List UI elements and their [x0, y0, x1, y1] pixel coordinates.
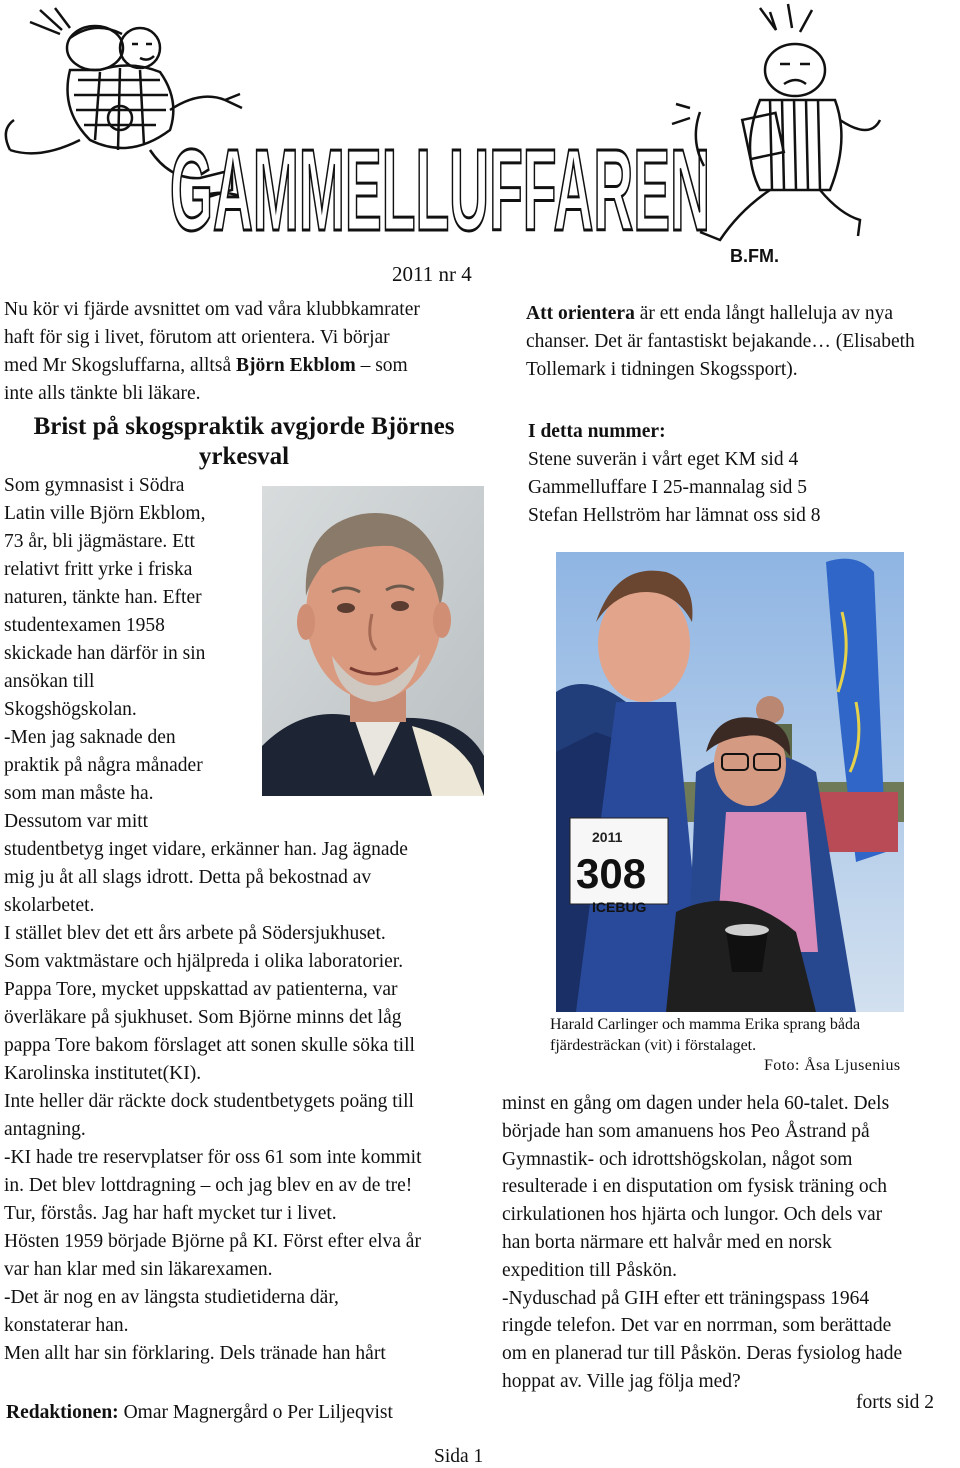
- article-line: naturen, tänkte han. Efter: [4, 587, 202, 608]
- article-line: expedition till Påskön.: [502, 1259, 677, 1281]
- race-photo: [556, 552, 904, 1012]
- article-line: in. Det blev lottdragning – och jag blev en av de tre!: [4, 1175, 413, 1196]
- article-line: Men allt har sin förklaring. Dels tränade han hårt: [4, 1343, 386, 1364]
- masthead-illustration: [0, 0, 960, 262]
- article-line: Inte heller där räckte dock studentbetygets poäng till: [4, 1091, 414, 1112]
- artist-signature: B.FM.: [730, 246, 779, 262]
- toc-item: Stene suverän i vårt eget KM sid 4: [528, 449, 799, 470]
- article-line: Karolinska institutet(KI).: [4, 1063, 202, 1084]
- article-line: var han klar med sin läkarexamen.: [4, 1259, 273, 1280]
- article-line: studentexamen 1958: [4, 615, 165, 636]
- page-number: Sida 1: [434, 1446, 484, 1467]
- masthead-title: GAMMELLUFFAREN: [170, 125, 710, 255]
- article-line: Som gymnasist i Södra: [4, 475, 185, 496]
- bib-sponsor: ICEBUG: [592, 899, 647, 915]
- article-line: cirkulationen hos hjärta och lungor. Och dels var: [502, 1204, 883, 1226]
- editors-line: [6, 1402, 393, 1424]
- article-line: -Nyduschad på GIH efter ett träningspass 1964: [502, 1287, 870, 1309]
- article-line: mig ju åt all slags idrott. Detta på bekostnad av: [4, 867, 372, 888]
- article-line: han borta närmare ett halvår med en norsk: [502, 1231, 832, 1253]
- article-line: I stället blev det ett års arbete på Södersjukhuset.: [4, 923, 386, 944]
- article-line: -Det är nog en av längsta studietiderna där,: [4, 1287, 339, 1308]
- photo-caption: Harald Carlinger och mamma Erika sprang båda fjärdesträckan (vit) i förstalaget.: [550, 1016, 861, 1054]
- article-line: Som vaktmästare och hjälpreda i olika laboratorier.: [4, 951, 404, 972]
- article-line: minst en gång om dagen under hela 60-talet. Dels: [502, 1093, 890, 1114]
- article-line: skickade han därför in sin: [4, 643, 206, 664]
- issue-number: 2011 nr 4: [392, 262, 472, 286]
- right-column: [502, 1090, 958, 1396]
- intro-line: Nu kör vi fjärde avsnittet om vad våra klubbkamrater: [4, 299, 420, 320]
- article-line: relativt fritt yrke i friska: [4, 559, 193, 580]
- article-line: började han som amanuens hos Peo Åstrand på: [502, 1120, 870, 1142]
- article-line: Skogshögskolan.: [4, 699, 137, 720]
- article-line: Hösten 1959 började Björne på KI. Först efter elva år: [4, 1231, 421, 1252]
- article-line: Pappa Tore, mycket uppskattad av patienterna, var: [4, 979, 398, 1000]
- article-headline: Brist på skogspraktik avgjorde Björnes yrkesval: [33, 413, 455, 470]
- quote-lead: Att orientera: [526, 303, 635, 324]
- article-line: överläkare på sjukhuset. Som Björne minns det låg: [4, 1007, 402, 1028]
- article-line: ringde telefon. Det var en norrman, som berättade: [502, 1315, 892, 1337]
- article-line: konstaterar han.: [4, 1315, 129, 1336]
- quote-text: är ett enda långt halleluja av nya chanser. Det är fantastiskt bejakande… (Elisabeth Tollemark i tidningen Skogssport).: [526, 303, 915, 380]
- toc-item: Stefan Hellström har lämnat oss sid 8: [528, 505, 821, 526]
- article-line: 73 år, bli jägmästare. Ett: [4, 531, 195, 552]
- intro-line: haft för sig i livet, förutom att orientera. Vi börjar: [4, 327, 390, 348]
- article-line: om en planerad tur till Påskön. Deras fysiolog hade: [502, 1343, 903, 1365]
- subject-name: Björn Ekblom: [235, 355, 356, 376]
- intro-line: med Mr Skogsluffarna, alltså Björn Ekblom – som: [4, 355, 408, 376]
- toc-heading: I detta nummer:: [528, 421, 666, 442]
- editors-names: Omar Magnergård o Per Liljeqvist: [118, 1402, 393, 1423]
- portrait-photo: [262, 486, 484, 796]
- bib-number: 308: [576, 850, 647, 897]
- article-line: pappa Tore bakom förslaget att sonen skulle söka till: [4, 1035, 415, 1056]
- article-line: ansökan till: [4, 671, 95, 692]
- article-line: -KI hade tre reservplatser för oss 61 som inte kommit: [4, 1147, 422, 1168]
- article-line: som man måste ha.: [4, 783, 154, 804]
- article-line: resulterade i en disputation om fysisk träning och: [502, 1176, 888, 1198]
- article-line: hoppat av. Ville jag följa med?: [502, 1370, 741, 1392]
- bib-year: 2011: [592, 829, 623, 845]
- article-line: antagning.: [4, 1119, 86, 1140]
- intro-line: inte alls tänkte bli läkare.: [4, 383, 201, 404]
- article-line: Tur, förstås. Jag har haft mycket tur i livet.: [4, 1203, 337, 1224]
- editors-label: Redaktionen:: [6, 1402, 119, 1423]
- quote-box: [526, 300, 956, 384]
- toc-item: Gammelluffare I 25-mannalag sid 5: [528, 477, 808, 498]
- article-line: Dessutom var mitt: [4, 811, 149, 832]
- continued-note: forts sid 2: [856, 1392, 934, 1413]
- left-column: [4, 296, 484, 1368]
- masthead: [0, 0, 960, 262]
- table-of-contents: [528, 418, 948, 530]
- article-line: Gymnastik- och idrottshögskolan, något som: [502, 1148, 853, 1170]
- article-line: -Men jag saknade den: [4, 727, 176, 748]
- article-line: praktik på några månader: [4, 755, 203, 776]
- photo-credit: Foto: Åsa Ljusenius: [764, 1057, 901, 1074]
- article-line: studentbetyg inget vidare, erkänner han. Jag ägnade: [4, 839, 408, 860]
- article-line: Latin ville Björn Ekblom,: [4, 503, 206, 524]
- article-line: skolarbetet.: [4, 895, 95, 916]
